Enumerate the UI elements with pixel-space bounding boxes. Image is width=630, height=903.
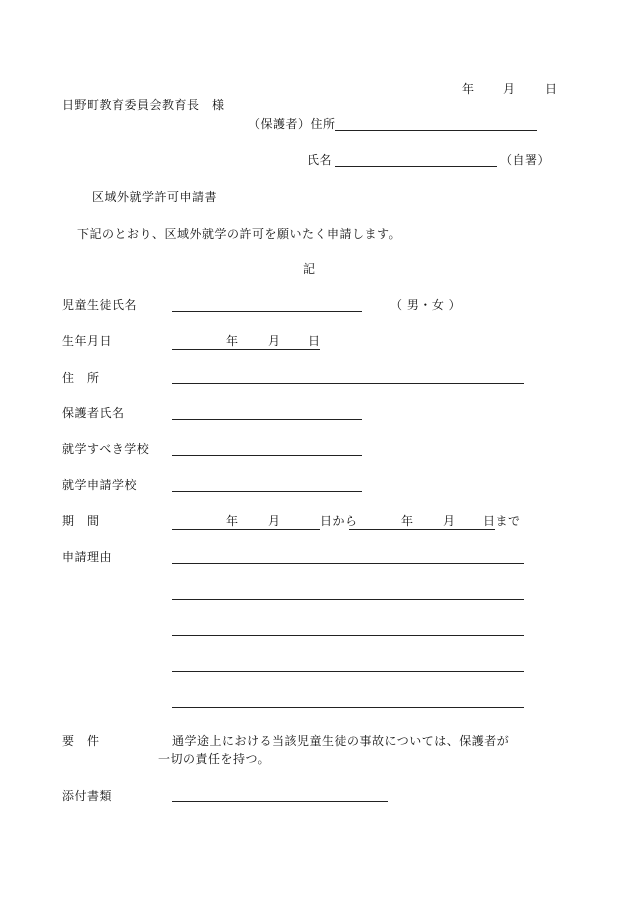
period-from-suffix: 日から	[320, 514, 358, 528]
guardian-full-name-label: 保護者氏名	[62, 406, 125, 420]
requirements-label: 要 件	[62, 734, 100, 748]
requirements-text-line1: 通学途上における当該児童生徒の事故については、保護者が	[172, 734, 510, 748]
assigned-school-line[interactable]	[172, 455, 362, 456]
period-to-year: 年	[401, 514, 414, 528]
requested-school-label: 就学申請学校	[62, 478, 138, 492]
form-title: 区域外就学許可申請書	[92, 190, 218, 204]
gender-choice[interactable]: （ 男・女 ）	[390, 298, 462, 312]
date-day-label: 日	[545, 82, 558, 96]
reason-line[interactable]	[172, 563, 524, 564]
requirements-text-line2: 一切の責任を持つ。	[158, 752, 271, 766]
birthdate-field[interactable]	[172, 334, 320, 350]
reason-line[interactable]	[172, 635, 524, 636]
birthdate-label: 生年月日	[62, 334, 113, 348]
reason-line[interactable]	[172, 599, 524, 600]
guardian-full-name-line[interactable]	[172, 419, 362, 420]
birthdate-month: 月	[268, 334, 281, 348]
period-from-year: 年	[226, 514, 239, 528]
guardian-name-label: 氏名	[307, 153, 333, 167]
student-name-label: 児童生徒氏名	[62, 298, 138, 312]
guardian-address-label: （保護者）住所	[248, 117, 336, 131]
birthdate-day: 日	[308, 334, 321, 348]
period-from-month: 月	[268, 514, 281, 528]
address-label: 住 所	[62, 371, 100, 385]
student-name-line[interactable]	[172, 311, 362, 312]
attachments-label: 添付書類	[62, 789, 113, 803]
reason-line[interactable]	[172, 707, 524, 708]
birthdate-year: 年	[226, 334, 239, 348]
attachments-line[interactable]	[172, 801, 388, 802]
period-to-suffix: 日まで	[483, 514, 521, 528]
guardian-name-line[interactable]	[335, 166, 497, 167]
period-to-field[interactable]	[349, 514, 495, 530]
ki-label: 記	[303, 262, 316, 276]
intro-text: 下記のとおり、区域外就学の許可を願いたく申請します。	[77, 227, 402, 241]
date-year-label: 年	[462, 82, 475, 96]
assigned-school-label: 就学すべき学校	[62, 442, 150, 456]
reason-label: 申請理由	[62, 550, 113, 564]
requested-school-line[interactable]	[172, 491, 362, 492]
guardian-address-line[interactable]	[335, 130, 537, 131]
reason-line[interactable]	[172, 671, 524, 672]
date-month-label: 月	[503, 82, 516, 96]
self-signature-note: （自署）	[500, 153, 551, 167]
period-label: 期 間	[62, 514, 100, 528]
addressee: 日野町教育委員会教育長 様	[62, 98, 225, 112]
period-to-month: 月	[443, 514, 456, 528]
period-from-field[interactable]	[172, 514, 320, 530]
address-line[interactable]	[172, 383, 524, 384]
